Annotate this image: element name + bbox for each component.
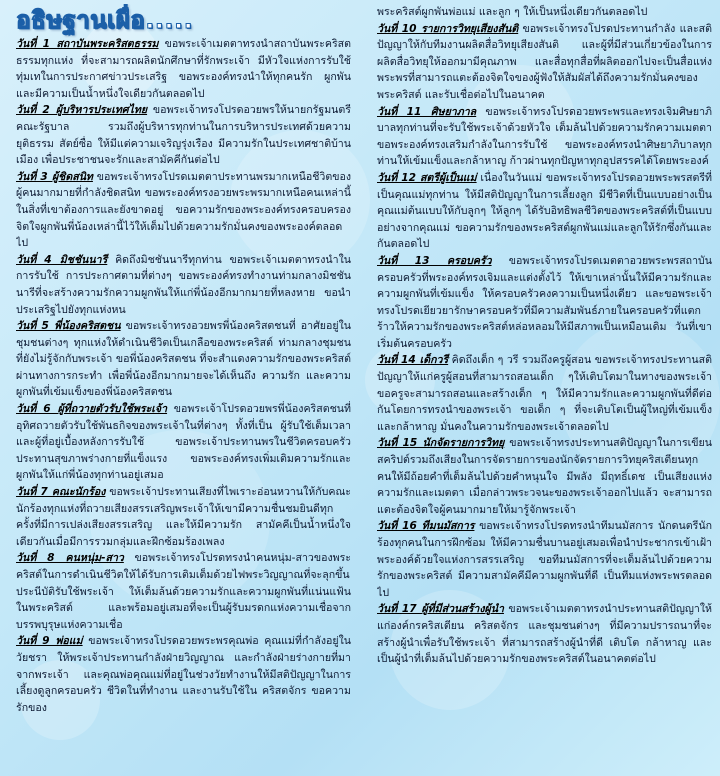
right-column — [377, 4, 712, 776]
entry-text: ขอพระเจ้าโปรดอวยพรพี่น้องคริสตชนที่อุทิศถวายตัวรับใช้พันธกิจของพระเจ้าในที่ต่างๆ ทั้งที่เป็น ผู้รับใช้เต็มเวลา และผู้ที่อยู่เบื้องหลังการรับใช้ ขอพระเจ้าประทานพรในชีวิตครอบครัวประทานสุขภาพร่างกายที่แข็งแรง ขอพระองค์ทรงเพิ่มเติมความรักและผูกพันให้แก่พี่น้องทุกท่านอยู่เสมอ — [16, 403, 351, 482]
prayer-entry — [16, 484, 351, 550]
prayer-entry — [16, 169, 351, 252]
entry-text: ขอพระเจ้าเมตตาทรงนำประทานสติปัญญาให้แก่องค์กรคริสเตียน คริสตจักร และชุมชนต่างๆ ที่มีความปรารถนาที่จะสร้างผู้นำเพื่อรับใช้พระเจ้า ที่สามารถสร้างผู้นำที่ดี เติบโต กล้าหาญ และเป็นผู้นำที่เต็มล้นไปด้วยความรักของพระคริสต์ในอนาคตต่อไป — [377, 603, 712, 666]
entry-heading: วันที่ 2 ผู้บริหารประเทศไทย — [16, 104, 148, 117]
prayer-entry — [377, 170, 712, 253]
prayer-entry — [377, 104, 712, 170]
entry-text: คิดถึงเด็ก ๆ วรี รวมถึงครูผู้สอน ขอพระเจ้าทรงประทานสติปัญญาให้แก่ครูผู้สอนที่สามารถสอนเด็ก ๆให้เติบโตมาในทางของพระเจ้า ขอครูจะสามารถสอนและสร้างเด็ก ๆ ให้มีความรักและความผูกพันที่ดีต่อกันโดยการทรงนำของพระเจ้า ขอเด็ก ๆ ที่จะเติบโตเป็นผู้ใหญ่ที่เข้มแข็งและกล้าหาญ มั่นคงในความรักของพระเจ้าตลอดไป — [377, 354, 712, 433]
entry-text: ขอพระเจ้าทรงโปรดเมตตาประทานพรมากเหนือชีวิตของผู้คนมากมายที่กำลังชิดสนิท ขอพระองค์ทรงอวยพระพรมากเหนือคนเหล่านี้ในสิ่งที่เขาต้องการและยังขาดอยู่ ขอความรักของพระองค์ทรงครอบครอง จิตใจผูกพันพี่น้องเหล่านี้ไว้ให้เต็มไปด้วยความรักมั่นคงของพระองค์ตลอดไป — [16, 170, 351, 250]
entry-heading: วันที่ 10 รายการวิทยุเสียงสันติ — [377, 22, 519, 35]
entry-heading: วันที่ 6 ผู้ที่ถวายตัวรับใช้พระเจ้า — [16, 403, 168, 416]
entry-heading: วันที่ 14 เด็กวรี — [377, 354, 449, 367]
entry-text: ขอพระเจ้าทรงโปรดอวยพระพรคุณพ่อ คุณแม่ที่กำลังอยู่ในวัยชรา ให้พระเจ้าประทานกำลังฝ่ายวิญญาณ และกำลังฝ่ายร่างกายที่มาจากพระเจ้า และคุณพ่อคุณแม่ที่อยู่ในช่วงวัยทำงานให้มีสติปัญญาในการเลี้ยงดูลูกครอบครัว ชีวิตในที่ทำงาน และงานรับใช้ใน คริสตจักร ขอความรักของ — [16, 635, 351, 714]
prayer-entry — [16, 318, 351, 401]
prayer-entry — [16, 633, 351, 716]
prayer-entry — [16, 36, 351, 102]
left-column — [16, 4, 351, 776]
entry-text: ขอพระเจ้าทรงโปรดทรงนำคนหนุ่ม-สาวของพระคริสต์ในการดำเนินชีวิตให้ได้รับการเติมเต็มด้วยไฟพระวิญญาณที่จะลุกขึ้นประนีบัติรับใช้พระเจ้า ให้เต็มล้นด้วยความรักและความผูกพันที่แน่นแฟ้นในพระคริสต์ และพร้อมอยู่เสมอที่จะเป็นผู้รับมรดกแห่งความเชื่อจากบรรพบุรุษแห่งความเชื่อ — [16, 552, 351, 631]
entry-heading: วันที่ 8 คนหนุ่ม-สาว — [16, 552, 124, 565]
entry-text: ขอพระเจ้าทรงโปรดทรงนำทีมนมัสการ นักดนตรีนักร้องทุกคนในการฝึกซ้อม ให้มีความชื่นบานอยู่เสมอเพื่อนำประชากรเข้าเฝ้าพระองค์ด้วยใจแห่งการสรรเสริญ ขอทีมนมัสการที่จะเต็มล้นไปด้วยความรักของพระคริสต์ มีความสามัคคีมีความผูกพันที่ดี เป็นทีมแห่งพระพรตลอดไป — [377, 520, 712, 599]
prayer-entry — [377, 4, 712, 21]
entry-heading: วันที่ 11 ศิษยาภาล — [377, 105, 477, 118]
entry-heading: วันที่ 17 ผู้ที่มีส่วนสร้างผู้นำ — [377, 603, 504, 616]
entry-text: เนื่องในวันแม่ ขอพระเจ้าทรงโปรดอวยพระพรสตรีที่เป็นคุณแม่ทุกท่าน ให้มีสติปัญญาในการเลี้ยงลูก มีชีวิตที่เป็นแบบอย่างเป็นคุณแม่ต้นแบบให้กับลูกๆ ให้ลูกๆ ได้รับอิทธิพลชีวิตของพระคริสต์ที่เป็นแบบอย่างจากคุณแม่ ขอความรักของพระคริสต์ผูกพันแม่และลูกให้รักซึ่งกันและกันตลอดไป — [377, 171, 712, 251]
entry-heading: วันที่ 13 ครอบครัว — [377, 254, 492, 267]
entry-text: ขอพระเจ้าทรงโปรดอวยพระพรและทรงเจิมศิษยาภิบาลทุกท่านที่จะรับใช้พระเจ้าด้วยหัวใจ เต็มล้นไปด้วยความรักความเมตตา ขอพระองค์ทรงเสริมกำลังในการรับใช้ ขอพระองค์ทรงนำศิษยาภิบาลทุกท่านให้เข้มแข็งและกล้าหาญ ก้าวผ่านทุกปัญหาทุกอุปสรรคได้โดยพระองค์ — [377, 105, 712, 168]
prayer-entry — [16, 401, 351, 484]
entry-text: ขอพระเจ้าเมตตาทรงนำสถาบันพระคริสตธรรมทุกแห่ง ที่จะสามารถผลิตนักศึกษาที่รักพระเจ้า มีหัวใจแห่งการรับใช้ทุ่มเทในการประกาศข่าวประเสริฐ ขอพระองค์ทรงนำให้ทุกคนรัก ผูกพันและมีความเป็นน้ำหนึ่งใจเดียวกันตลอดไป — [16, 38, 351, 100]
entry-text: ขอพระเจ้าทรงโปรดประทานกำลัง และสติปัญญาให้กับทีมงานผลิตสื่อวิทยุเสียงสันติ และผู้ที่มีส่วนเกี่ยวข้องในการผลิตสื่อวิทยุให้ออกมามีคุณภาพ และสื่อทุกสื่อที่ผลิตออกไปจะเป็นสื่อแห่งพระพรที่สามารถแตะต้องจิตใจของผู้ฟังให้สัมผัสได้ถึงความรักมั่นคงของพระคริสต์ และรับเชื่อต่อไปในอนาคต — [377, 22, 712, 101]
prayer-entry — [16, 252, 351, 318]
entry-heading: วันที่ 1 สถาบันพระคริสตธรรม — [16, 38, 159, 50]
entry-text: ขอพระเจ้าทรงประทานสติปัญญาในการเขียนสคริปต์รวมถึงเสียงในการจัดรายการของนักจัดรายการวิทยุคริสเตียนทุกคนให้มีถ้อยคำที่เต็มล้นไปด้วยคำหนุนใจ มีพลัง มีฤทธิ์เดช เป็นเสียงแห่งความรักและเมตตา เมื่อกล่าวพระวจนะของพระเจ้าออกไปแล้ว จะสามารถแตะต้องจิตใจผู้คนมากมายให้มารู้จักพระเจ้า — [377, 437, 712, 516]
prayer-entry — [377, 253, 712, 353]
entry-text: คิดถึงมิชชันนารีทุกท่าน ขอพระเจ้าเมตตาทรงนำในการรับใช้ การประกาศตามที่ต่างๆ ขอพระองค์ทรงทำงานท่ามกลางมิชชันนารีที่จะสร้างความรักความผูกพันให้แก่พี่น้องอีกมากมายที่หลงหาย ขอนำประเสริฐไปยังทุกแห่งหน — [16, 253, 351, 316]
prayer-entry — [16, 550, 351, 633]
entry-heading: วันที่ 12 สตรีผู้เป็นแม่ — [377, 171, 477, 184]
entry-heading: วันที่ 16 ทีมนมัสการ — [377, 520, 475, 533]
entry-text: ขอพระเจ้าทรงโปรดเมตตาอวยพระพรสถาบันครอบครัวที่พระองค์ทรงเจิมและแต่งตั้งไว้ ให้เขาเหล่านั้นให้มีความรักและความผูกพันที่เข้มแข็ง ให้ครอบครัวคงความเป็นหนึ่งเดียว และขอพระเจ้าทรงโปรดเยียวยารักษาครอบครัวที่มีความสัมพันธ์ภายในครอบครัวที่แตกร้าวให้ความรักของพระคริสต์หล่อหลอมให้มีสภาพเป็นเหมือนเดิม วันที่เขาเริ่มต้นครอบครัว — [377, 254, 712, 350]
entry-heading: วันที่ 5 พี่น้องคริสตชน — [16, 320, 121, 333]
prayer-entry — [377, 435, 712, 518]
prayer-entry — [16, 102, 351, 168]
entry-text: ขอพระเจ้าทรงอวยพรพี่น้องคริสตชนที่ อาศัยอยู่ในชุมชนต่างๆ ทุกแห่งให้ดำเนินชีวิตเป็นเกลือของพระคริสต์ ท่ามกลางชุมชนที่ยังไม่รู้จักกับพระเจ้า ขอพี่น้องคริสตชน ที่จะสำแดงความรักของพระคริสต์ผ่านทางการกระทำ เพื่อพี่น้องอีกมากมายจะได้เห็นถึง ความรัก และความผูกพันที่เข้มแข็งของพี่น้องคริสตชน — [16, 320, 351, 399]
prayer-entry — [377, 21, 712, 104]
prayer-entry — [377, 518, 712, 601]
page-title: อธิษฐานเผื่อ..... — [16, 6, 194, 34]
entry-heading: วันที่ 4 มิชชันนารี — [16, 253, 108, 266]
entry-heading: วันที่ 9 พ่อแม่ — [16, 635, 83, 648]
entry-text: ขอพระเจ้าทรงโปรดอวยพรให้นายกรัฐมนตรีคณะรัฐบาล รวมถึงผู้บริหารทุกท่านในการบริหารประเทศด้วยความยุติธรรม สัตย์ซื่อ ให้มีแต่ความเจริญรุ่งเรือง มีความรักในประเทศชาติบ้านเมือง เพื่อประชาชนจะรักและสามัคคีกันต่อไป — [16, 104, 351, 167]
prayer-entry — [377, 601, 712, 667]
entry-text: ขอพระเจ้าประทานเสียงที่ไพเราะอ่อนหวานให้กับคณะนักร้องทุกแห่งที่ถวายเสียงสรรเสริญพระเจ้าให้เขามีความชื่นชมยินดีทุกครั้งที่มีการเปล่งเสียงสรรเสริญ และให้มีความรัก สามัคคีเป็นน้ำหนึ่งใจเดียวกันเมื่อมีการรวมกลุ่มและฝึกซ้อมร้องเพลง — [16, 486, 351, 548]
entry-heading: วันที่ 3 ผู้ชิดสนิท — [16, 170, 93, 183]
prayer-entry — [377, 352, 712, 435]
entry-heading: วันที่ 15 นักจัดรายการวิทยุ — [377, 437, 505, 450]
entry-text: พระคริสต์ผูกพันพ่อแม่ และลูก ๆ ให้เป็นหนึ่งเดียวกันตลอดไป — [377, 6, 648, 18]
entry-heading: วันที่ 7 คณะนักร้อง — [16, 486, 106, 499]
